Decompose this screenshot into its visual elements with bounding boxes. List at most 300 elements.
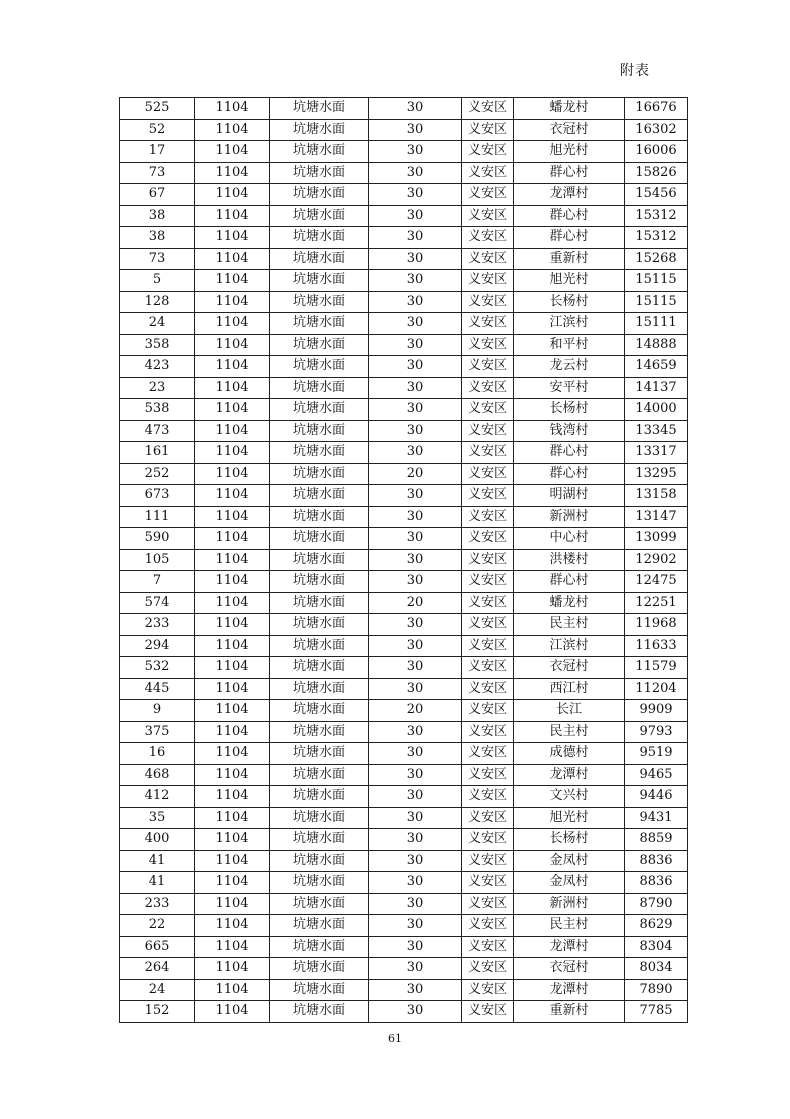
land-parcel-table xyxy=(119,97,688,1023)
value-cell: 30 xyxy=(369,399,462,421)
parcel-id-cell: 35 xyxy=(120,807,195,829)
land-code-cell: 1104 xyxy=(195,356,270,378)
district-cell: 义安区 xyxy=(462,678,514,700)
village-cell: 中心村 xyxy=(514,528,625,550)
land-code-cell: 1104 xyxy=(195,334,270,356)
value-cell: 30 xyxy=(369,119,462,141)
village-cell: 龙潭村 xyxy=(514,764,625,786)
land-type-cell: 坑塘水面 xyxy=(270,958,369,980)
parcel-id-cell: 22 xyxy=(120,915,195,937)
table-row xyxy=(120,592,688,614)
value-cell: 30 xyxy=(369,291,462,313)
parcel-id-cell: 24 xyxy=(120,313,195,335)
land-type-cell: 坑塘水面 xyxy=(270,506,369,528)
page-header-label: 附表 xyxy=(620,63,650,79)
parcel-id-cell: 16 xyxy=(120,743,195,765)
district-cell: 义安区 xyxy=(462,786,514,808)
district-cell: 义安区 xyxy=(462,549,514,571)
area-cell: 13147 xyxy=(625,506,688,528)
district-cell: 义安区 xyxy=(462,528,514,550)
value-cell: 30 xyxy=(369,420,462,442)
district-cell: 义安区 xyxy=(462,979,514,1001)
table-row xyxy=(120,657,688,679)
land-code-cell: 1104 xyxy=(195,270,270,292)
land-type-cell: 坑塘水面 xyxy=(270,592,369,614)
table-row xyxy=(120,506,688,528)
value-cell: 30 xyxy=(369,764,462,786)
area-cell: 8836 xyxy=(625,872,688,894)
table-row xyxy=(120,270,688,292)
district-cell: 义安区 xyxy=(462,420,514,442)
area-cell: 8304 xyxy=(625,936,688,958)
table-body xyxy=(120,98,688,1023)
district-cell: 义安区 xyxy=(462,850,514,872)
village-cell: 衣冠村 xyxy=(514,657,625,679)
village-cell: 明湖村 xyxy=(514,485,625,507)
value-cell: 30 xyxy=(369,678,462,700)
value-cell: 30 xyxy=(369,227,462,249)
village-cell: 重新村 xyxy=(514,1001,625,1023)
table-row xyxy=(120,420,688,442)
village-cell: 洪楼村 xyxy=(514,549,625,571)
district-cell: 义安区 xyxy=(462,291,514,313)
land-code-cell: 1104 xyxy=(195,571,270,593)
parcel-id-cell: 473 xyxy=(120,420,195,442)
value-cell: 30 xyxy=(369,936,462,958)
value-cell: 30 xyxy=(369,743,462,765)
parcel-id-cell: 233 xyxy=(120,614,195,636)
table-row xyxy=(120,764,688,786)
land-type-cell: 坑塘水面 xyxy=(270,807,369,829)
value-cell: 30 xyxy=(369,528,462,550)
district-cell: 义安区 xyxy=(462,635,514,657)
village-cell: 民主村 xyxy=(514,915,625,937)
table-row xyxy=(120,313,688,335)
district-cell: 义安区 xyxy=(462,270,514,292)
land-type-cell: 坑塘水面 xyxy=(270,528,369,550)
land-type-cell: 坑塘水面 xyxy=(270,936,369,958)
land-type-cell: 坑塘水面 xyxy=(270,270,369,292)
table-row xyxy=(120,807,688,829)
land-type-cell: 坑塘水面 xyxy=(270,721,369,743)
district-cell: 义安区 xyxy=(462,141,514,163)
table-row xyxy=(120,442,688,464)
district-cell: 义安区 xyxy=(462,807,514,829)
land-type-cell: 坑塘水面 xyxy=(270,764,369,786)
land-type-cell: 坑塘水面 xyxy=(270,915,369,937)
area-cell: 11579 xyxy=(625,657,688,679)
table-row xyxy=(120,399,688,421)
parcel-id-cell: 9 xyxy=(120,700,195,722)
table-row xyxy=(120,786,688,808)
value-cell: 30 xyxy=(369,356,462,378)
area-cell: 11633 xyxy=(625,635,688,657)
district-cell: 义安区 xyxy=(462,356,514,378)
land-code-cell: 1104 xyxy=(195,227,270,249)
village-cell: 钱湾村 xyxy=(514,420,625,442)
land-type-cell: 坑塘水面 xyxy=(270,872,369,894)
land-code-cell: 1104 xyxy=(195,98,270,120)
table-row xyxy=(120,485,688,507)
land-code-cell: 1104 xyxy=(195,313,270,335)
table-row xyxy=(120,356,688,378)
land-type-cell: 坑塘水面 xyxy=(270,184,369,206)
village-cell: 旭光村 xyxy=(514,270,625,292)
village-cell: 龙潭村 xyxy=(514,184,625,206)
district-cell: 义安区 xyxy=(462,205,514,227)
land-type-cell: 坑塘水面 xyxy=(270,227,369,249)
table-row xyxy=(120,958,688,980)
land-type-cell: 坑塘水面 xyxy=(270,1001,369,1023)
parcel-id-cell: 264 xyxy=(120,958,195,980)
land-type-cell: 坑塘水面 xyxy=(270,442,369,464)
village-cell: 江滨村 xyxy=(514,635,625,657)
parcel-id-cell: 294 xyxy=(120,635,195,657)
land-type-cell: 坑塘水面 xyxy=(270,657,369,679)
value-cell: 30 xyxy=(369,506,462,528)
table-row xyxy=(120,205,688,227)
land-type-cell: 坑塘水面 xyxy=(270,313,369,335)
village-cell: 群心村 xyxy=(514,227,625,249)
village-cell: 龙潭村 xyxy=(514,936,625,958)
district-cell: 义安区 xyxy=(462,119,514,141)
parcel-id-cell: 38 xyxy=(120,227,195,249)
value-cell: 30 xyxy=(369,721,462,743)
land-code-cell: 1104 xyxy=(195,119,270,141)
parcel-id-cell: 532 xyxy=(120,657,195,679)
land-code-cell: 1104 xyxy=(195,979,270,1001)
land-code-cell: 1104 xyxy=(195,807,270,829)
parcel-id-cell: 590 xyxy=(120,528,195,550)
district-cell: 义安区 xyxy=(462,657,514,679)
value-cell: 30 xyxy=(369,571,462,593)
parcel-id-cell: 17 xyxy=(120,141,195,163)
land-type-cell: 坑塘水面 xyxy=(270,119,369,141)
district-cell: 义安区 xyxy=(462,915,514,937)
village-cell: 长杨村 xyxy=(514,829,625,851)
parcel-id-cell: 412 xyxy=(120,786,195,808)
area-cell: 7785 xyxy=(625,1001,688,1023)
area-cell: 15115 xyxy=(625,291,688,313)
table-row xyxy=(120,162,688,184)
land-code-cell: 1104 xyxy=(195,721,270,743)
table-row xyxy=(120,979,688,1001)
table-row xyxy=(120,635,688,657)
table-row xyxy=(120,850,688,872)
parcel-id-cell: 73 xyxy=(120,162,195,184)
parcel-id-cell: 423 xyxy=(120,356,195,378)
land-type-cell: 坑塘水面 xyxy=(270,979,369,1001)
district-cell: 义安区 xyxy=(462,592,514,614)
land-type-cell: 坑塘水面 xyxy=(270,893,369,915)
village-cell: 长杨村 xyxy=(514,291,625,313)
village-cell: 文兴村 xyxy=(514,786,625,808)
value-cell: 30 xyxy=(369,786,462,808)
land-type-cell: 坑塘水面 xyxy=(270,614,369,636)
parcel-id-cell: 7 xyxy=(120,571,195,593)
value-cell: 30 xyxy=(369,248,462,270)
village-cell: 江滨村 xyxy=(514,313,625,335)
area-cell: 13317 xyxy=(625,442,688,464)
land-code-cell: 1104 xyxy=(195,1001,270,1023)
table-row xyxy=(120,872,688,894)
value-cell: 30 xyxy=(369,872,462,894)
page-number: 61 xyxy=(388,1032,402,1045)
land-type-cell: 坑塘水面 xyxy=(270,549,369,571)
district-cell: 义安区 xyxy=(462,463,514,485)
parcel-id-cell: 111 xyxy=(120,506,195,528)
parcel-id-cell: 41 xyxy=(120,850,195,872)
table-row xyxy=(120,678,688,700)
table-row xyxy=(120,291,688,313)
land-type-cell: 坑塘水面 xyxy=(270,334,369,356)
land-type-cell: 坑塘水面 xyxy=(270,678,369,700)
value-cell: 30 xyxy=(369,141,462,163)
area-cell: 15111 xyxy=(625,313,688,335)
area-cell: 9793 xyxy=(625,721,688,743)
area-cell: 13295 xyxy=(625,463,688,485)
village-cell: 和平村 xyxy=(514,334,625,356)
parcel-id-cell: 152 xyxy=(120,1001,195,1023)
land-code-cell: 1104 xyxy=(195,893,270,915)
area-cell: 15312 xyxy=(625,205,688,227)
value-cell: 30 xyxy=(369,313,462,335)
land-type-cell: 坑塘水面 xyxy=(270,377,369,399)
parcel-id-cell: 128 xyxy=(120,291,195,313)
land-code-cell: 1104 xyxy=(195,506,270,528)
land-type-cell: 坑塘水面 xyxy=(270,399,369,421)
district-cell: 义安区 xyxy=(462,377,514,399)
district-cell: 义安区 xyxy=(462,872,514,894)
land-code-cell: 1104 xyxy=(195,614,270,636)
land-code-cell: 1104 xyxy=(195,657,270,679)
village-cell: 旭光村 xyxy=(514,807,625,829)
area-cell: 7890 xyxy=(625,979,688,1001)
parcel-id-cell: 161 xyxy=(120,442,195,464)
village-cell: 旭光村 xyxy=(514,141,625,163)
table-row xyxy=(120,893,688,915)
value-cell: 30 xyxy=(369,98,462,120)
table-row xyxy=(120,248,688,270)
area-cell: 13345 xyxy=(625,420,688,442)
land-type-cell: 坑塘水面 xyxy=(270,420,369,442)
value-cell: 30 xyxy=(369,807,462,829)
table-row xyxy=(120,141,688,163)
table-row xyxy=(120,98,688,120)
village-cell: 衣冠村 xyxy=(514,119,625,141)
parcel-id-cell: 67 xyxy=(120,184,195,206)
district-cell: 义安区 xyxy=(462,721,514,743)
area-cell: 15268 xyxy=(625,248,688,270)
value-cell: 30 xyxy=(369,549,462,571)
district-cell: 义安区 xyxy=(462,743,514,765)
land-code-cell: 1104 xyxy=(195,248,270,270)
village-cell: 新洲村 xyxy=(514,893,625,915)
value-cell: 30 xyxy=(369,184,462,206)
table-row xyxy=(120,614,688,636)
area-cell: 14888 xyxy=(625,334,688,356)
parcel-id-cell: 252 xyxy=(120,463,195,485)
value-cell: 30 xyxy=(369,205,462,227)
area-cell: 12902 xyxy=(625,549,688,571)
parcel-id-cell: 73 xyxy=(120,248,195,270)
parcel-id-cell: 233 xyxy=(120,893,195,915)
land-code-cell: 1104 xyxy=(195,635,270,657)
value-cell: 20 xyxy=(369,463,462,485)
area-cell: 16302 xyxy=(625,119,688,141)
table-row xyxy=(120,829,688,851)
area-cell: 8790 xyxy=(625,893,688,915)
value-cell: 30 xyxy=(369,915,462,937)
land-code-cell: 1104 xyxy=(195,915,270,937)
area-cell: 9909 xyxy=(625,700,688,722)
village-cell: 民主村 xyxy=(514,614,625,636)
district-cell: 义安区 xyxy=(462,442,514,464)
value-cell: 30 xyxy=(369,635,462,657)
table-row xyxy=(120,227,688,249)
area-cell: 8836 xyxy=(625,850,688,872)
land-type-cell: 坑塘水面 xyxy=(270,141,369,163)
table-row xyxy=(120,700,688,722)
land-type-cell: 坑塘水面 xyxy=(270,786,369,808)
parcel-id-cell: 375 xyxy=(120,721,195,743)
table-row xyxy=(120,571,688,593)
district-cell: 义安区 xyxy=(462,571,514,593)
village-cell: 安平村 xyxy=(514,377,625,399)
village-cell: 长江 xyxy=(514,700,625,722)
area-cell: 9446 xyxy=(625,786,688,808)
district-cell: 义安区 xyxy=(462,184,514,206)
area-cell: 9431 xyxy=(625,807,688,829)
village-cell: 群心村 xyxy=(514,442,625,464)
value-cell: 30 xyxy=(369,162,462,184)
village-cell: 蟠龙村 xyxy=(514,98,625,120)
land-code-cell: 1104 xyxy=(195,549,270,571)
land-type-cell: 坑塘水面 xyxy=(270,635,369,657)
value-cell: 30 xyxy=(369,485,462,507)
land-code-cell: 1104 xyxy=(195,958,270,980)
table-row xyxy=(120,915,688,937)
parcel-id-cell: 665 xyxy=(120,936,195,958)
district-cell: 义安区 xyxy=(462,313,514,335)
land-code-cell: 1104 xyxy=(195,377,270,399)
area-cell: 16006 xyxy=(625,141,688,163)
area-cell: 16676 xyxy=(625,98,688,120)
area-cell: 15826 xyxy=(625,162,688,184)
area-cell: 14000 xyxy=(625,399,688,421)
district-cell: 义安区 xyxy=(462,227,514,249)
parcel-id-cell: 5 xyxy=(120,270,195,292)
value-cell: 30 xyxy=(369,334,462,356)
parcel-id-cell: 538 xyxy=(120,399,195,421)
land-code-cell: 1104 xyxy=(195,291,270,313)
table-row xyxy=(120,184,688,206)
district-cell: 义安区 xyxy=(462,485,514,507)
land-code-cell: 1104 xyxy=(195,592,270,614)
parcel-id-cell: 358 xyxy=(120,334,195,356)
land-type-cell: 坑塘水面 xyxy=(270,205,369,227)
area-cell: 9519 xyxy=(625,743,688,765)
parcel-id-cell: 673 xyxy=(120,485,195,507)
parcel-id-cell: 400 xyxy=(120,829,195,851)
village-cell: 群心村 xyxy=(514,571,625,593)
value-cell: 20 xyxy=(369,592,462,614)
land-type-cell: 坑塘水面 xyxy=(270,850,369,872)
value-cell: 30 xyxy=(369,270,462,292)
land-code-cell: 1104 xyxy=(195,743,270,765)
value-cell: 30 xyxy=(369,377,462,399)
area-cell: 8034 xyxy=(625,958,688,980)
land-type-cell: 坑塘水面 xyxy=(270,162,369,184)
value-cell: 30 xyxy=(369,850,462,872)
table-row xyxy=(120,721,688,743)
land-code-cell: 1104 xyxy=(195,872,270,894)
land-code-cell: 1104 xyxy=(195,678,270,700)
area-cell: 11968 xyxy=(625,614,688,636)
area-cell: 15115 xyxy=(625,270,688,292)
parcel-id-cell: 105 xyxy=(120,549,195,571)
land-code-cell: 1104 xyxy=(195,162,270,184)
area-cell: 15456 xyxy=(625,184,688,206)
area-cell: 14659 xyxy=(625,356,688,378)
parcel-id-cell: 41 xyxy=(120,872,195,894)
parcel-id-cell: 468 xyxy=(120,764,195,786)
table-row xyxy=(120,528,688,550)
village-cell: 群心村 xyxy=(514,463,625,485)
district-cell: 义安区 xyxy=(462,936,514,958)
village-cell: 西江村 xyxy=(514,678,625,700)
land-code-cell: 1104 xyxy=(195,184,270,206)
parcel-id-cell: 38 xyxy=(120,205,195,227)
village-cell: 群心村 xyxy=(514,162,625,184)
district-cell: 义安区 xyxy=(462,614,514,636)
district-cell: 义安区 xyxy=(462,829,514,851)
area-cell: 12475 xyxy=(625,571,688,593)
value-cell: 20 xyxy=(369,700,462,722)
land-code-cell: 1104 xyxy=(195,442,270,464)
table-row xyxy=(120,1001,688,1023)
area-cell: 13158 xyxy=(625,485,688,507)
land-type-cell: 坑塘水面 xyxy=(270,700,369,722)
land-type-cell: 坑塘水面 xyxy=(270,248,369,270)
land-code-cell: 1104 xyxy=(195,764,270,786)
value-cell: 30 xyxy=(369,1001,462,1023)
land-code-cell: 1104 xyxy=(195,850,270,872)
village-cell: 长杨村 xyxy=(514,399,625,421)
land-code-cell: 1104 xyxy=(195,485,270,507)
value-cell: 30 xyxy=(369,614,462,636)
village-cell: 龙云村 xyxy=(514,356,625,378)
district-cell: 义安区 xyxy=(462,700,514,722)
land-code-cell: 1104 xyxy=(195,399,270,421)
village-cell: 蟠龙村 xyxy=(514,592,625,614)
area-cell: 15312 xyxy=(625,227,688,249)
value-cell: 30 xyxy=(369,979,462,1001)
value-cell: 30 xyxy=(369,657,462,679)
land-type-cell: 坑塘水面 xyxy=(270,291,369,313)
land-type-cell: 坑塘水面 xyxy=(270,829,369,851)
district-cell: 义安区 xyxy=(462,1001,514,1023)
district-cell: 义安区 xyxy=(462,506,514,528)
village-cell: 群心村 xyxy=(514,205,625,227)
parcel-id-cell: 574 xyxy=(120,592,195,614)
area-cell: 8859 xyxy=(625,829,688,851)
parcel-id-cell: 52 xyxy=(120,119,195,141)
land-code-cell: 1104 xyxy=(195,528,270,550)
area-cell: 12251 xyxy=(625,592,688,614)
parcel-id-cell: 23 xyxy=(120,377,195,399)
land-code-cell: 1104 xyxy=(195,936,270,958)
